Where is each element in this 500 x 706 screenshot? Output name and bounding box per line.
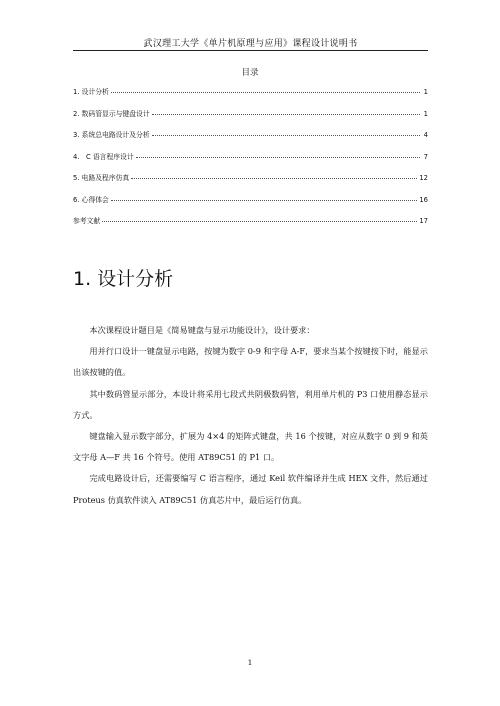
toc-entry[interactable] xyxy=(73,129,428,151)
toc-leader-dots xyxy=(152,114,420,115)
toc-entry[interactable] xyxy=(73,194,428,216)
toc-entry-label: 4. C 语言程序设计 xyxy=(73,152,134,161)
toc-leader-dots xyxy=(131,178,417,179)
section-heading: 1. 设计分析 xyxy=(73,268,174,290)
toc-entry[interactable] xyxy=(73,86,428,108)
toc-leader-dots xyxy=(136,157,420,158)
toc-entry[interactable] xyxy=(73,108,428,130)
toc-entry-label: 6. 心得体会 xyxy=(73,195,109,204)
toc-entry-page: 16 xyxy=(419,195,428,204)
toc-entry[interactable] xyxy=(73,215,428,237)
table-of-contents xyxy=(73,86,428,237)
toc-leader-dots xyxy=(111,200,418,201)
toc-entry-page: 4 xyxy=(423,131,428,139)
toc-entry-label: 2. 数码管显示与键盘设计 xyxy=(73,109,150,118)
section-body xyxy=(73,320,428,511)
toc-entry-label: 3. 系统总电路设计及分析 xyxy=(73,131,150,139)
body-paragraph: 用并行口设计一键盘显示电路，按键为数字 0-9 和字母 A-F，要求当某个按键按下时，能显示出该按键的值。 xyxy=(73,346,428,378)
toc-entry-page: 17 xyxy=(419,217,428,225)
body-paragraph: 其中数码管显示部分，本设计将采用七段式共阴极数码管，利用单片机的 P3 口使用静态显示方式。 xyxy=(73,388,428,420)
page-header: 武汉理工大学《单片机原理与应用》课程设计说明书 xyxy=(143,39,358,49)
toc-entry[interactable] xyxy=(73,172,428,194)
toc-entry-page: 1 xyxy=(423,109,428,118)
body-paragraph: 键盘输入显示数字部分，扩展为 4×4 的矩阵式键盘，共 16 个按键，对应从数字 0 到 9 和英文字母 A—F 共 16 个符号。使用 AT89C51 的 P1 口。 xyxy=(73,431,428,463)
body-paragraph: 本次课程设计题目是《简易键盘与显示功能设计》，设计要求： xyxy=(89,325,315,335)
toc-entry-label: 1. 设计分析 xyxy=(73,88,109,96)
toc-entry[interactable] xyxy=(73,151,428,173)
toc-leader-dots xyxy=(102,221,417,222)
toc-leader-dots xyxy=(111,92,420,93)
body-paragraph: 完成电路设计后，还需要编写 C 语言程序，通过 Keil 软件编译并生成 HEX 文件，然后通过 Proteus 仿真软件读入 AT89C51 仿真芯片中，最后运行仿真。 xyxy=(73,473,428,505)
page-number: 1 xyxy=(247,658,253,667)
toc-entry-label: 参考文献 xyxy=(73,217,101,225)
toc-title: 目录 xyxy=(241,68,259,78)
toc-entry-page: 1 xyxy=(423,88,428,96)
toc-leader-dots xyxy=(152,135,420,136)
header-rule xyxy=(73,50,428,51)
toc-entry-page: 7 xyxy=(423,152,428,161)
toc-entry-label: 5. 电路及程序仿真 xyxy=(73,174,130,182)
toc-entry-page: 12 xyxy=(419,174,428,182)
